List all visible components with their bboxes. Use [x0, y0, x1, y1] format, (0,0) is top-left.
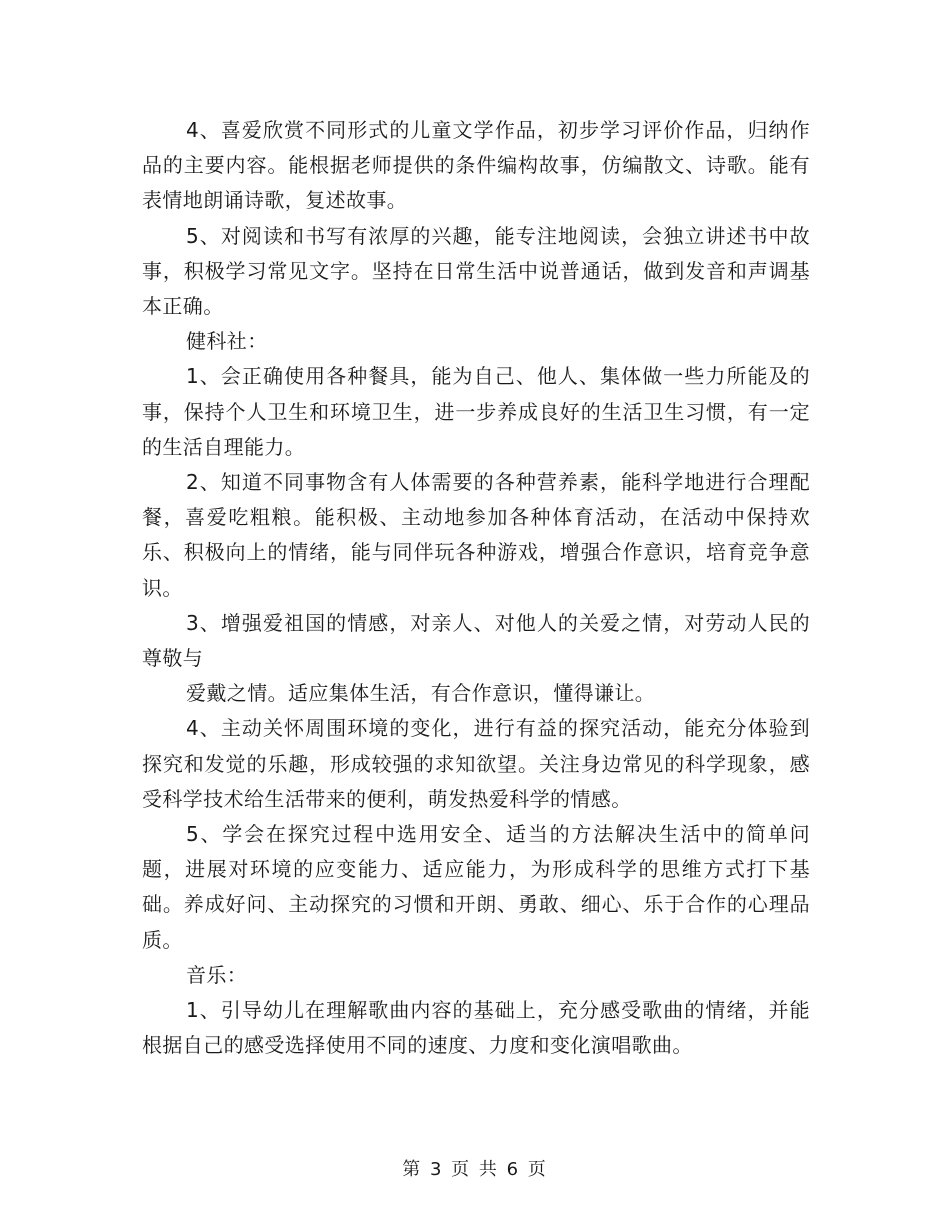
- document-body: [142, 113, 810, 1063]
- paragraph-language-item-5: 5、对阅读和书写有浓厚的兴趣，能专注地阅读，会独立讲述书中故事，积极学习常见文字。坚持在日常生活中说普通话，做到发音和声调基本正确。: [142, 223, 810, 319]
- paragraph-health-item-2: 2、知道不同事物含有人体需要的各种营养素，能科学地进行合理配餐，喜爱吃粗粮。能积极、主动地参加各种体育活动，在活动中保持欢乐、积极向上的情绪，能与同伴玩各种游戏，增强合作意识，培育竞争意识。: [142, 470, 810, 600]
- paragraph-social-item-3: 3、增强爱祖国的情感，对亲人、对他人的关爱之情，对劳动人民的尊敬与: [142, 610, 810, 671]
- page-footer: 第 3 页 共 6 页: [402, 1159, 548, 1180]
- paragraph-science-item-5: 5、学会在探究过程中选用安全、适当的方法解决生活中的简单问题，进展对环境的应变能力、适应能力，为形成科学的思维方式打下基础。养成好问、主动探究的习惯和开朗、勇敢、细心、乐于合作的心理品质。: [142, 822, 810, 952]
- paragraph-social-item-3-continued: 爱戴之情。适应集体生活，有合作意识，懂得谦让。: [186, 681, 656, 706]
- paragraph-science-item-4: 4、主动关怀周围环境的变化，进行有益的探究活动，能充分体验到探究和发觉的乐趣，形成较强的求知欲望。关注身边常见的科学现象，感受科学技术给生活带来的便利，萌发热爱科学的情感。: [142, 716, 810, 811]
- paragraph-music-item-1: 1、引导幼儿在理解歌曲内容的基础上，充分感受歌曲的情绪，并能根据自己的感受选择使用不同的速度、力度和变化演唱歌曲。: [142, 998, 810, 1058]
- paragraph-language-item-4: 4、喜爱欣赏不同形式的儿童文学作品，初步学习评价作品，归纳作品的主要内容。能根据老师提供的条件编构故事，仿编散文、诗歌。能有表情地朗诵诗歌，复述故事。: [142, 118, 810, 213]
- section-heading-health-science-social: 健科社：: [186, 329, 268, 354]
- paragraph-health-item-1: 1、会正确使用各种餐具，能为自己、他人、集体做一些力所能及的事，保持个人卫生和环境卫生，进一步养成良好的生活卫生习惯，有一定的生活自理能力。: [142, 364, 810, 459]
- section-heading-music: 音乐：: [186, 962, 248, 987]
